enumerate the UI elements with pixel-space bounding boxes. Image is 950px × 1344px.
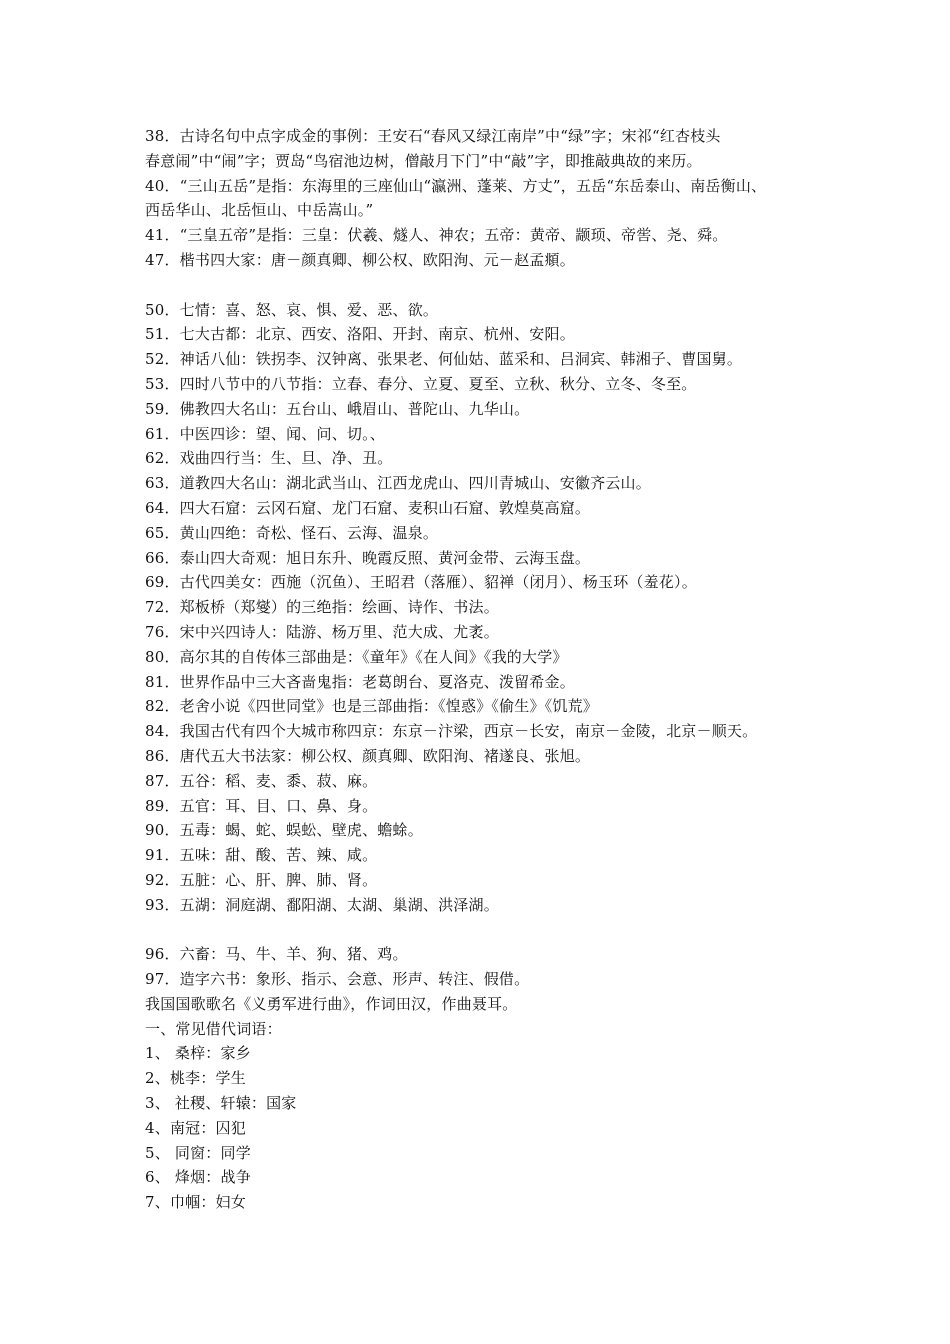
list-item: 1、 桑梓：家乡 — [145, 1044, 251, 1063]
text-line: 97．造字六书：象形、指示、会意、形声、转注、假借。 — [145, 970, 530, 989]
text-line: 87．五谷：稻、麦、黍、菽、麻。 — [145, 771, 378, 790]
document-page — [145, 124, 825, 1215]
text-line: 72．郑板桥（郑燮）的三绝指：绘画、诗作、书法。 — [145, 598, 499, 617]
text-line: 93．五湖：洞庭湖、鄱阳湖、太湖、巢湖、洪泽湖。 — [145, 895, 499, 914]
text-line: 61．中医四诊：望、闻、问、切。、 — [145, 424, 385, 443]
blank-line — [145, 273, 825, 298]
text-line: 53．四时八节中的八节指：立春、春分、立夏、夏至、立秋、秋分、立冬、冬至。 — [145, 374, 697, 393]
list-item: 4、南冠：囚犯 — [145, 1118, 246, 1137]
list-item: 6、 烽烟：战争 — [145, 1168, 251, 1187]
text-line: 89．五官：耳、目、口、鼻、身。 — [145, 796, 378, 815]
text-line: 84．我国古代有四个大城市称四京：东京－汴梁，西京－长安，南京－金陵，北京－顺天。 — [145, 722, 758, 741]
text-line: 51．七大古都：北京、西安、洛阳、开封、南京、杭州、安阳。 — [145, 325, 575, 344]
text-line: 59．佛教四大名山：五台山、峨眉山、普陀山、九华山。 — [145, 399, 530, 418]
blank-line — [145, 918, 825, 943]
text-line: 86．唐代五大书法家：柳公权、颜真卿、欧阳洵、褚遂良、张旭。 — [145, 746, 591, 765]
text-line: 40．“三山五岳”是指：东海里的三座仙山“瀛洲、蓬莱、方丈”，五岳“东岳泰山、南岳衡山、 — [145, 176, 767, 195]
text-line: 春意闹”中“闹”字；贾岛“鸟宿池边树，僧敲月下门”中“敲”字，即推敲典故的来历。 — [145, 151, 702, 170]
text-line: 80．高尔其的自传体三部曲是：《童年》《在人间》《我的大学》 — [145, 647, 568, 666]
text-line: 82．老舍小说《四世同堂》也是三部曲指：《惶惑》《偷生》《饥荒》 — [145, 697, 598, 716]
text-line: 81．世界作品中三大吝啬鬼指：老葛朗台、夏洛克、泼留希金。 — [145, 672, 575, 691]
text-line: 47．楷书四大家：唐－颜真卿、柳公权、欧阳洵、元－赵孟頫。 — [145, 250, 575, 269]
text-line: 92．五脏：心、肝、脾、肺、肾。 — [145, 870, 378, 889]
text-line: 52．神话八仙：铁拐李、汉钟离、张果老、何仙姑、蓝采和、吕洞宾、韩湘子、曹国舅。 — [145, 350, 743, 369]
list-item: 5、 同窗：同学 — [145, 1143, 251, 1162]
list-item: 7、巾帼：妇女 — [145, 1193, 246, 1212]
text-line: 41．“三皇五帝”是指：三皇：伏羲、燧人、神农；五帝：黄帝、颛顼、帝喾、尧、舜。 — [145, 226, 728, 245]
section-heading: 一、常见借代词语： — [145, 1019, 282, 1038]
text-line: 69．古代四美女：西施（沉鱼）、王昭君（落雁）、貂禅（闭月）、杨玉环（羞花）。 — [145, 573, 697, 592]
text-line: 62．戏曲四行当：生、旦、净、丑。 — [145, 449, 393, 468]
text-line: 91．五味：甜、酸、苦、辣、咸。 — [145, 846, 378, 865]
text-line: 65．黄山四绝：奇松、怪石、云海、温泉。 — [145, 523, 439, 542]
text-line: 64．四大石窟：云冈石窟、龙门石窟、麦积山石窟、敦煌莫高窟。 — [145, 498, 591, 517]
text-line: 63．道教四大名山：湖北武当山、江西龙虎山、四川青城山、安徽齐云山。 — [145, 474, 651, 493]
text-line: 西岳华山、北岳恒山、中岳嵩山。” — [145, 201, 374, 220]
text-line: 我国国歌歌名《义勇军进行曲》，作词田汉，作曲聂耳。 — [145, 994, 518, 1013]
text-line: 90．五毒：蝎、蛇、蜈蚣、壁虎、蟾蜍。 — [145, 821, 423, 840]
text-line: 38．古诗名句中点字成金的事例：王安石“春风又绿江南岸”中“绿”字；宋祁“红杏枝头 — [145, 127, 721, 145]
text-line: 96．六畜：马、牛、羊、狗、猪、鸡。 — [145, 945, 408, 964]
list-item: 2、桃李：学生 — [145, 1069, 246, 1088]
text-line: 50．七情：喜、怒、哀、惧、爱、恶、欲。 — [145, 300, 439, 319]
text-line: 76．宋中兴四诗人：陆游、杨万里、范大成、尤袤。 — [145, 622, 499, 641]
list-item: 3、 社稷、轩辕：国家 — [145, 1094, 297, 1113]
text-line: 66．泰山四大奇观：旭日东升、晚霞反照、黄河金带、云海玉盘。 — [145, 548, 591, 567]
